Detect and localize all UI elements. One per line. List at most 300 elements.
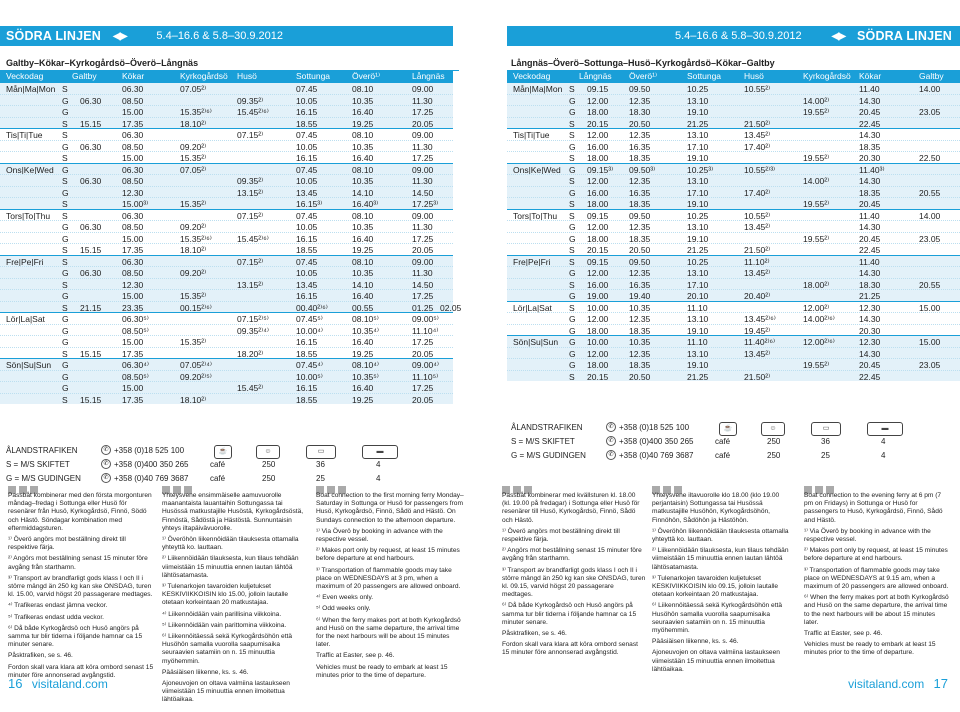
departure-time: 15.35²⁾ [180,153,207,163]
departure-time: 17.40²⁾ [744,187,771,198]
table-row [0,347,453,359]
table-row [0,301,462,313]
departure-time: 12.00²⁾⁶⁾ [803,337,835,347]
truck-icon: ▬ [867,422,903,436]
departure-time: 12.35 [629,95,651,106]
departure-time: 20.40²⁾ [744,291,771,301]
table-row [0,324,453,336]
departure-time: 10.35⁴⁾ [352,325,380,336]
departure-time: 18.20²⁾ [237,348,264,359]
departure-time: 22.45 [859,371,881,382]
vessel-code: G [62,268,69,278]
vessel-code: G [569,314,576,324]
departure-time: 19.25 [352,118,374,129]
table-row [0,243,453,255]
cafe-label: café [210,473,226,483]
vessel-code: G [569,268,576,278]
contact-block [6,443,466,485]
departure-time: 15.45²⁾⁶⁾ [237,107,269,117]
departure-time: 16.40 [352,107,374,117]
table-row [507,255,960,267]
departure-time: 11.10⁵⁾ [412,371,439,382]
departure-time: 06.30 [80,176,102,186]
language-boxes-icon [652,481,685,489]
table-row [507,220,960,232]
departure-time: 17.35 [122,348,144,359]
departure-time: 16.15 [296,107,318,117]
departure-time: 11.30 [412,222,433,232]
departure-time: 20.45 [859,107,881,117]
departure-time: 09.00 [412,210,434,221]
departure-time: 06.30 [80,222,102,232]
departure-time: 15.15 [80,245,102,255]
footnote: ¹⁾ Överö angörs mot beställning direkt till respektive färja. [8,536,126,552]
departure-time: 07.15²⁾ [237,256,264,267]
vessel-skiftet-phone: +358 (0)400 350 265 [114,459,189,469]
departure-time: 11.40³⁾ [859,164,885,175]
departure-time: 21.15 [80,302,102,313]
departure-time: 20.55 [919,187,941,198]
column-header: Galtby [72,71,97,81]
departure-time: 19.40 [629,291,651,301]
column-header: Sottunga [296,71,331,81]
departure-time: 14.10 [352,279,374,290]
departure-time: 15.35²⁾ [180,337,207,347]
departure-time: 20.15 [587,245,609,255]
footnote: Traffic at Easter, see p. 46. [804,630,883,638]
departure-time: 09.00⁴⁾ [412,360,440,370]
departure-time: 18.35 [629,233,651,244]
phone-icon: ✆ [606,422,616,432]
table-row [507,186,960,198]
departure-time: 16.15 [296,233,318,244]
vessel-skiftet: S = M/S SKIFTET [6,459,70,469]
vessel-code: S [569,256,575,267]
departure-time: 11.10 [687,337,708,347]
notes-english [316,492,464,683]
footnote: ¹⁾ Via Överö by booking in advance with the respective vessel. [804,527,931,544]
footnote: Pääsiäisen liikenne, ks. s. 46. [652,638,739,646]
footnote: ³⁾ Tulenarkojen tavaroiden kuljetukset KESKIVIIKKOISIN klo 09.15, jolloin lautalle otetaan korkeintaan 20 matkustajaa. [652,574,779,599]
departure-time: 12.00 [587,176,609,186]
passenger-capacity: 250 [262,459,276,469]
departure-time: 10.00⁵⁾ [296,371,323,382]
departure-time: 15.00 [122,153,144,163]
departure-time: 13.45²⁾ [744,268,771,278]
footnote: ¹⁾ Via Överö by booking in advance with the respective vessel. [316,527,443,544]
departure-time: 12.35 [629,130,651,140]
vessel-code: S [569,130,575,140]
departure-time: 11.30 [412,268,433,278]
footnote: Fordon skall vara klara att köra ombord senast 15 minuter före annonserad avgångstid. [8,663,154,679]
footnote: ²⁾ Makes port only by request, at least 15 minutes before departure at end harbours. [316,547,460,563]
vessel-code: G [569,291,576,301]
departure-time: 23.35 [122,302,144,313]
departure-time: 10.35 [352,222,374,232]
departure-time: 19.10 [687,233,709,244]
weekday-label: Sön|Su|Sun [6,360,52,370]
table-row [0,312,453,324]
departure-time: 18.00 [587,325,609,336]
column-header: Kökar [122,71,145,81]
departure-time: 10.05 [296,176,318,186]
departure-time: 06.30 [122,164,144,175]
departure-time: 08.50 [122,141,144,152]
departure-time: 16.40 [352,153,374,163]
table-row [0,335,453,347]
departure-time: 21.25 [859,291,881,301]
departure-time: 20.50 [629,245,651,255]
table-row [507,301,960,313]
departure-time: 07.45⁵⁾ [296,314,323,324]
departure-time: 06.30 [122,256,144,267]
departure-time: 08.10 [352,164,374,175]
vessel-code: S [62,279,68,290]
departure-time: 20.05 [412,348,434,359]
cafe-cup-icon: ☕ [214,445,232,459]
column-header: Överö¹⁾ [629,71,658,81]
departure-time: 20.15 [587,118,609,129]
table-row [507,266,960,278]
departure-time: 07.05²⁾ [180,84,207,94]
vessel-code: G [62,141,69,152]
truck-capacity: 4 [376,459,381,469]
departure-time: 07.45 [296,130,318,140]
departure-time: 19.55²⁾ [803,360,830,370]
footnote: ⁶⁾ Liikennöitäessä sekä Kyrkogårdsöhön että Husöhön samalla vuorolla saapumisaika seuraavien satamiin on n. 15 minuuttia myöhemmin. [162,633,293,665]
vessel-code: G [62,95,69,106]
table-row [0,140,453,152]
departure-time: 14.00²⁾ [803,176,830,186]
departure-time: 16.15³⁾ [296,199,323,209]
departure-time: 17.35 [122,245,144,255]
departure-time: 08.50⁵⁾ [122,371,149,382]
departure-time: 09.15 [587,210,609,221]
departure-time: 12.00 [587,314,609,324]
departure-time: 07.45 [296,210,318,221]
departure-time: 17.35 [122,394,144,405]
departure-time: 15.15 [80,394,102,405]
vessel-code: S [569,245,575,255]
departure-time: 08.10 [352,84,374,94]
departure-time: 10.55²⁾ [744,84,771,94]
departure-time: 16.35 [629,187,651,198]
departure-time: 09.35²⁾ [237,176,264,186]
vessel-gudingen: G = M/S GUDINGEN [511,450,586,460]
table-row [507,232,960,244]
footnote: ²⁾ Liikennöidään tilauksesta, kun tilaus tehdään viimeistään 15 minuuttia ennen lautan lähtöä lähtösatamasta. [162,555,299,579]
departure-time: 06.30 [80,95,102,106]
departure-time: 12.00 [587,268,609,278]
departure-time: 08.10⁵⁾ [352,314,379,324]
vessel-code: G [569,107,576,117]
departure-time: 10.35 [352,141,374,152]
column-header: Galtby [919,71,944,81]
departure-time: 14.00 [919,84,941,94]
notes-swedish [8,492,156,683]
departure-time: 09.35²⁾ [237,95,264,106]
truck-icon: ▬ [362,445,398,459]
departure-time: 12.00 [587,348,609,359]
departure-time: 07.45⁴⁾ [296,360,324,370]
departure-time: 12.30 [122,279,144,290]
departure-time: 10.25 [687,256,709,267]
table-row [0,289,453,301]
footnote: ¹⁾ Överö angörs mot beställning direkt till respektive färja. [502,527,620,544]
departure-time: 15.35²⁾ [180,291,207,301]
departure-time: 21.50²⁾ [744,118,771,129]
departure-time: 19.25 [352,394,374,405]
footnote: Pääsiäisen liikenne, ks. s. 46. [162,668,249,676]
departure-time: 19.10 [687,199,709,209]
departure-time: 10.05 [296,222,318,232]
departure-time: 21.25 [687,245,709,255]
footnote: Passbåt kombinerar med kvällsturen kl. 18.00 (kl. 19.00 på fredagar) i Sottunga eller Husö för resenärer till Husö, Kyrkogårdsö, Finnö, Sådö och Hästö. [502,492,640,524]
vessel-code: S [62,153,68,163]
table-row [0,105,453,117]
validity-dates: 5.4–16.6 & 5.8–30.9.2012 [674,30,802,42]
vessel-code: G [569,325,576,336]
phone-icon: ✆ [606,436,616,446]
departure-time: 19.45²⁾ [744,325,771,336]
departure-time: 14.50 [412,187,434,198]
vessel-code: S [569,176,575,186]
departure-time: 16.15 [296,383,318,393]
departure-time: 14.30 [859,95,881,106]
table-row [507,82,960,94]
table-row [0,174,453,186]
table-row [507,105,960,117]
weekday-label: Fre|Pe|Fri [6,256,44,267]
table-row [507,358,960,370]
column-header: Kyrkogårdsö [803,71,851,81]
table-row [507,151,960,163]
departure-time: 13.10 [687,268,709,278]
site-link[interactable]: visitaland.com [31,677,108,691]
departure-time: 15.00³⁾ [122,199,149,209]
footnote: Påsktrafiken, se s. 46. [8,652,73,660]
passenger-icon: ☺ [761,422,785,436]
departure-time: 20.15 [587,371,609,382]
departure-time: 20.45 [859,360,881,370]
departure-time: 21.25 [687,118,709,129]
route-title: Galtby–Kökar–Kyrkogårdsö–Överö–Långnäs [6,58,459,71]
column-header: Långnäs [579,71,612,81]
table-row [507,140,960,152]
footnote: ³⁾ Tulenarkojen tavaroiden kuljetukset KESKIVIIKKOISIN klo 15.00, jolloin lautalle otetaan korkeintaan 20 matkustajaa. [162,583,289,607]
departure-time: 17.10 [687,279,709,290]
vessel-code: G [569,337,576,347]
departure-time: 17.10 [687,187,709,198]
departure-time: 16.15 [296,291,318,301]
departure-time: 06.30 [122,84,144,94]
departure-time: 19.00 [587,291,609,301]
footnote: ³⁾ Transportation of flammable goods may take place on WEDNESDAYS at 9.15 am, when a maximum of 20 passengers are allowed onboard. [804,566,949,591]
departure-time: 13.45²⁾ [744,348,771,359]
departure-time: 13.10 [687,348,709,359]
footnote: ⁶⁾ Då både Kyrkogårdsö och Husö angörs på samma tur blir tiderna i följande hamnar ca 15 minuter senare. [502,602,637,626]
departure-time: 20.10 [687,291,709,301]
departure-time: 10.25³⁾ [687,164,714,175]
departure-time: 12.30 [122,187,144,198]
language-boxes-icon [804,481,837,489]
line-header-band [0,26,453,46]
vessel-code: G [62,360,69,370]
vessel-code: S [62,348,68,359]
departure-time: 18.35 [629,360,651,370]
table-row [0,232,453,244]
footnote: ⁶⁾ When the ferry makes port at both Kyrkogårdsö and Husö on the same departure, the arrival time for the next harbours will be about 15 minutes later. [316,616,461,649]
departure-time: 11.30 [412,141,433,152]
departure-time: 14.00²⁾ [803,95,830,106]
weekday-label: Tis|Ti|Tue [513,130,550,140]
footnote: ⁵⁾ Trafikeras endast udda veckor. [8,613,104,621]
departure-time: 06.30 [80,141,102,152]
departure-time: 18.10²⁾ [180,245,207,255]
departure-time: 14.30 [859,176,881,186]
departure-time: 09.35²⁾⁴⁾ [237,325,269,336]
vessel-gudingen: G = M/S GUDINGEN [6,473,81,483]
company-name: ÅLANDSTRAFIKEN [511,422,583,432]
departure-time: 18.35 [629,153,651,163]
vessel-code: S [62,245,68,255]
footnote: ²⁾ Angörs mot beställning senast 15 minuter före avgång från starthamn. [502,547,642,563]
departure-time: 16.00 [587,187,609,198]
table-row [507,243,960,255]
column-header: Överö¹⁾ [352,71,381,81]
weekday-label: Tors|To|Thu [6,210,51,221]
departure-time: 11.40²⁾⁶⁾ [744,337,776,347]
site-link[interactable]: visitaland.com [848,677,925,691]
passenger-capacity: 250 [767,436,781,446]
departure-time: 15.00 [122,337,144,347]
vessel-code: G [569,222,576,232]
departure-time: 18.55 [296,394,318,405]
table-row [507,197,960,209]
departure-time: 00.40²⁾⁶⁾ [296,302,328,313]
departure-time: 18.35 [859,187,881,198]
footnote: ⁶⁾ Då både Kyrkogårdsö och Husö angörs på samma tur blir tiderna i följande hamnar ca 15 minuter senare. [8,624,143,649]
departure-time: 15.00 [122,233,144,244]
departure-time: 16.35 [629,279,651,290]
table-row [0,381,453,393]
departure-time: 18.30 [859,279,881,290]
departure-time: 00.15²⁾⁶⁾ [180,302,212,313]
departure-time: 10.05 [296,141,318,152]
weekday-label: Ons|Ke|Wed [513,164,561,175]
departure-time: 11.40 [859,210,880,221]
phone-icon: ✆ [101,473,111,483]
departure-time: 15.00 [122,107,144,117]
departure-time: 13.45²⁾⁶⁾ [744,314,776,324]
car-capacity: 36 [821,436,830,446]
page-number: 16 [8,676,23,691]
departure-time: 10.35⁵⁾ [352,371,379,382]
departure-time: 16.15 [296,337,318,347]
table-row [0,266,453,278]
departure-time: 12.30 [859,337,881,347]
departure-time: 12.00 [587,130,609,140]
departure-time: 18.00²⁾ [803,279,830,290]
vessel-code: G [62,233,69,244]
phone-icon: ✆ [101,445,111,455]
vessel-code: G [62,383,69,393]
departure-time: 11.30 [412,95,433,106]
vessel-gudingen-phone: +358 (0)40 769 3687 [114,473,189,483]
notes-english [804,492,950,661]
departure-time: 08.10 [352,210,374,221]
language-boxes-icon [316,481,349,489]
column-header: Sottunga [687,71,722,81]
footnote: ³⁾ Transport av brandfarligt gods klass I och II i större mängd än 250 kg kan ske ONSDAG, turen kl. 09.15, varvid högst 20 passagerare medtages. [502,566,646,599]
table-row [0,278,453,290]
departure-time: 19.55²⁾ [803,107,830,117]
departure-time: 18.10²⁾ [180,394,207,405]
departure-time: 14.30 [859,314,881,324]
vessel-code: G [569,233,576,244]
departure-time: 17.25 [412,233,434,244]
departure-time: 20.55 [919,279,941,290]
departure-time: 13.15²⁾ [237,279,264,290]
table-row [0,220,453,232]
departure-time: 14.00 [919,210,941,221]
vessel-code: S [62,302,68,313]
departure-time: 17.35 [122,118,144,129]
departure-time: 08.50 [122,222,144,232]
car-icon: ▭ [306,445,336,459]
footnote: ⁵⁾ Odd weeks only. [316,605,371,613]
phone-icon: ✆ [101,459,111,469]
vessel-code: G [62,371,69,382]
vessel-code: G [62,164,69,175]
departure-time: 19.25 [352,245,374,255]
departure-time: 08.50⁵⁾ [122,325,149,336]
departure-time: 18.00 [587,199,609,209]
vessel-code: G [569,360,576,370]
departure-time: 13.45²⁾ [744,222,771,232]
vessel-code: S [569,302,575,313]
departure-time: 18.55 [296,348,318,359]
departure-time: 18.30 [629,107,651,117]
truck-capacity: 4 [881,436,886,446]
departure-time: 14.30 [859,268,881,278]
departure-time: 08.10 [352,256,374,267]
footnote: Ajoneuvojen on oltava valmiina lastaukseen viimeistään 15 minuuttia ennen ilmoitettua lähtöaikaa. [652,649,780,673]
departure-time: 13.45²⁾ [744,130,771,140]
vessel-code: G [569,95,576,106]
weekday-label: Mån|Ma|Mon [6,84,56,94]
table-row [0,358,453,370]
departure-time: 19.25 [352,348,374,359]
footnote: Traffic at Easter, see p. 46. [316,652,395,660]
departure-time: 19.10 [687,107,709,117]
departure-time: 09.50³⁾ [629,164,656,175]
vessel-code: G [569,164,576,175]
departure-time: 11.40 [859,256,880,267]
departure-time: 10.00⁴⁾ [296,325,324,336]
vessel-code: S [569,199,575,209]
table-row [507,174,960,186]
column-header: Veckodag [6,71,44,81]
departure-time: 18.55 [296,118,318,129]
departure-time: 10.00 [587,337,609,347]
departure-time: 15.35²⁾ [180,199,207,209]
table-row [0,94,453,106]
vessel-code: S [62,256,68,267]
departure-time: 09.50 [629,84,651,94]
departure-time: 18.10²⁾ [180,118,207,129]
departure-time: 14.30 [859,348,881,359]
